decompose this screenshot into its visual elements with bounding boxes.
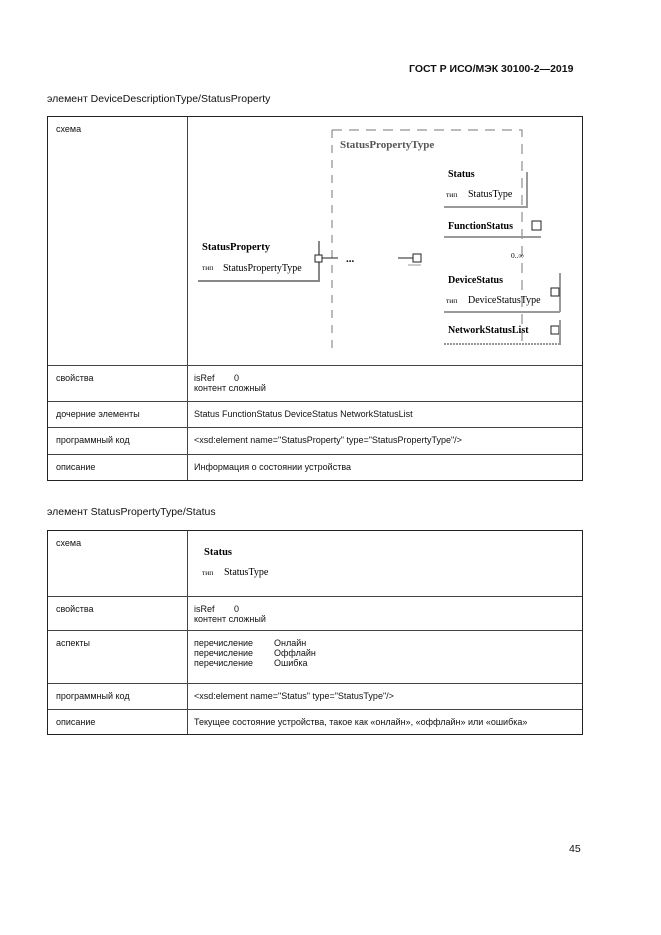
row-label-aspects: аспекты xyxy=(56,638,91,648)
child-status-type-label: тип xyxy=(446,190,458,199)
aspect-value: Онлайн xyxy=(274,638,307,648)
aspect-kind: перечисление xyxy=(194,638,254,648)
description-value: Информация о состоянии устройства xyxy=(194,462,352,472)
sequence-expand-icon[interactable] xyxy=(413,254,421,262)
element-type-label: тип xyxy=(202,568,214,577)
code-value: <xsd:element name="StatusProperty" type="StatusPropertyType"/> xyxy=(194,435,462,445)
row-label-properties: свойства xyxy=(56,373,94,383)
isref-key: isRef xyxy=(194,373,215,383)
isref-value: 0 xyxy=(234,373,240,383)
row-label-children: дочерние элементы xyxy=(56,409,140,419)
table-row-properties xyxy=(48,365,582,402)
table-row-schema xyxy=(48,117,582,365)
element-type: StatusType xyxy=(224,567,269,578)
aspect-item xyxy=(194,648,316,658)
child-status-type: StatusType xyxy=(468,189,513,200)
device-status-expand-icon[interactable] xyxy=(551,288,559,296)
properties-value xyxy=(194,604,266,624)
table-row-aspects xyxy=(48,630,582,684)
isref-key: isRef xyxy=(194,604,215,614)
table-row-description xyxy=(48,709,582,735)
table-row-code xyxy=(48,427,582,455)
section1-table xyxy=(47,116,583,481)
element-name: Status xyxy=(204,547,233,558)
network-status-expand-icon[interactable] xyxy=(551,326,559,334)
child-device-status-type: DeviceStatusType xyxy=(468,295,541,306)
content-type: контент сложный xyxy=(194,383,266,393)
row-label-properties: свойства xyxy=(56,604,94,614)
table-row-schema xyxy=(48,531,582,596)
row-label-description: описание xyxy=(56,717,96,727)
aspects-list xyxy=(194,638,316,668)
child-status-name: Status xyxy=(448,169,475,180)
aspect-kind: перечисление xyxy=(194,648,254,658)
child-function-occurs: 0..∞ xyxy=(511,251,524,260)
table-row-children xyxy=(48,401,582,428)
content-type: контент сложный xyxy=(194,614,266,624)
standard-id: ГОСТ Р ИСО/МЭК 30100-2—2019 xyxy=(409,63,574,75)
table-row-properties xyxy=(48,596,582,631)
section2-table xyxy=(47,530,583,735)
sequence-icon: ... xyxy=(346,253,355,265)
aspect-item xyxy=(194,638,316,648)
element-type: StatusPropertyType xyxy=(223,263,302,274)
table-row-code xyxy=(48,683,582,710)
schema-diagram xyxy=(188,531,583,596)
child-function-status-name: FunctionStatus xyxy=(448,221,514,232)
expand-icon[interactable] xyxy=(315,255,322,262)
aspect-value: Ошибка xyxy=(274,658,308,668)
element-name: StatusProperty xyxy=(202,242,271,253)
row-label-schema: схема xyxy=(56,124,82,134)
complex-type-name: StatusPropertyType xyxy=(340,139,435,151)
child-device-status-name: DeviceStatus xyxy=(448,275,503,286)
description-value: Текущее состояние устройства, такое как «онлайн», «оффлайн» или «ошибка» xyxy=(194,717,528,727)
properties-value xyxy=(194,373,266,393)
section1-caption: элемент DeviceDescriptionType/StatusProperty xyxy=(47,93,271,105)
page-number: 45 xyxy=(569,843,581,855)
row-label-description: описание xyxy=(56,462,96,472)
row-label-schema: схема xyxy=(56,538,82,548)
element-type-label: тип xyxy=(202,263,214,272)
row-label-code: программный код xyxy=(56,691,130,701)
aspect-item xyxy=(194,658,316,668)
table-row-description xyxy=(48,454,582,481)
complex-type-border xyxy=(332,130,522,347)
section2-caption: элемент StatusPropertyType/Status xyxy=(47,506,216,518)
row-label-code: программный код xyxy=(56,435,130,445)
aspect-value: Оффлайн xyxy=(274,648,316,658)
aspect-kind: перечисление xyxy=(194,658,254,668)
function-status-expand-icon[interactable] xyxy=(532,221,541,230)
child-device-status-type-label: тип xyxy=(446,296,458,305)
isref-value: 0 xyxy=(234,604,240,614)
code-value: <xsd:element name="Status" type="StatusType"/> xyxy=(194,691,394,701)
children-value: Status FunctionStatus DeviceStatus NetworkStatusList xyxy=(194,409,413,419)
schema-diagram xyxy=(188,117,583,365)
child-network-status-name: NetworkStatusList xyxy=(448,325,529,336)
